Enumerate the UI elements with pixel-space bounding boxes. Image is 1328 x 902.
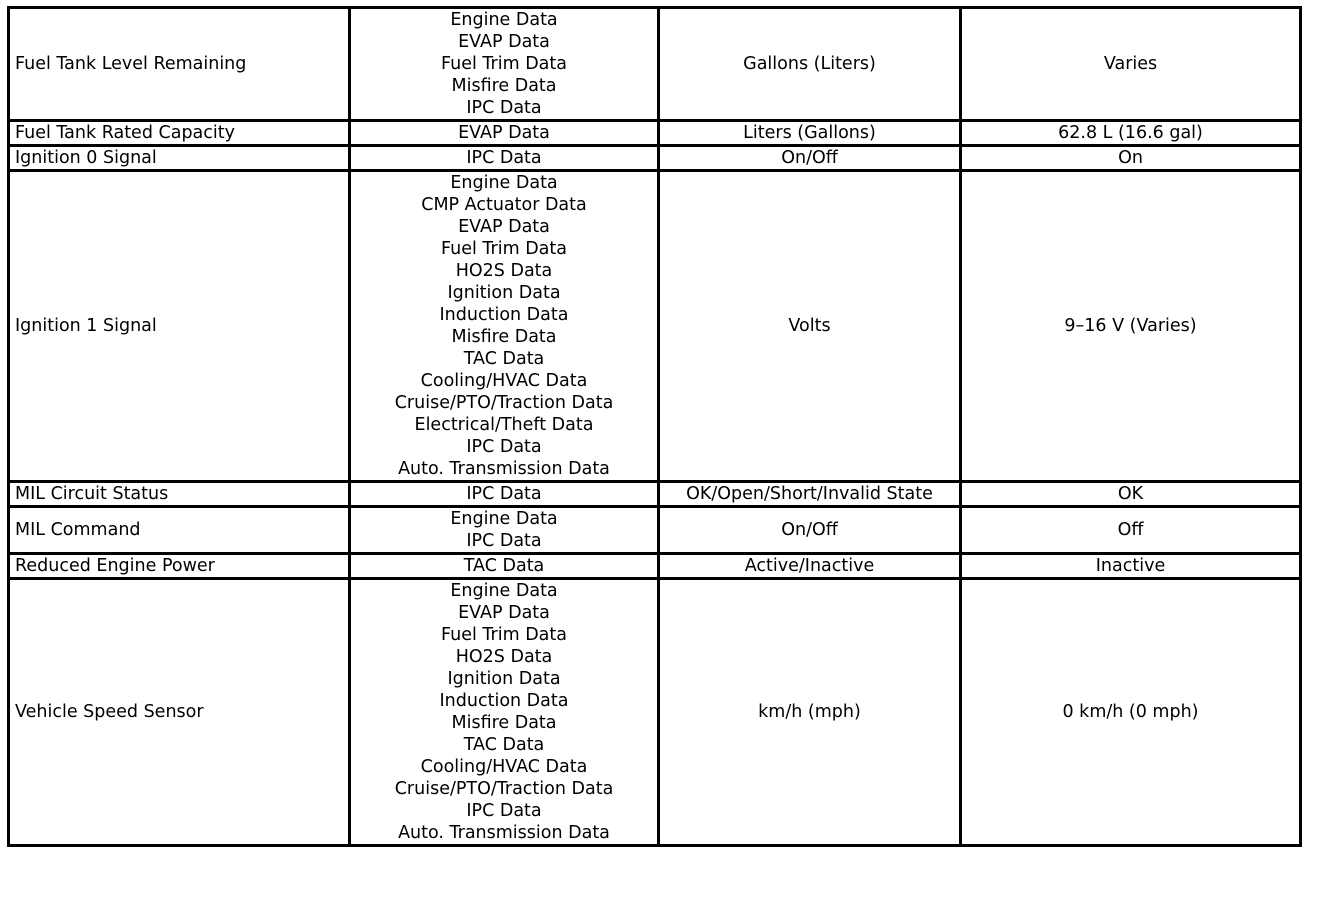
table-row xyxy=(9,507,1301,554)
parameter-cell: Reduced Engine Power xyxy=(9,554,350,579)
data-menu-item: Misfire Data xyxy=(451,713,557,733)
typical-value-cell: 9–16 V (Varies) xyxy=(961,171,1301,482)
data-menu-item: Cruise/PTO/Traction Data xyxy=(394,393,614,413)
data-menu-cell xyxy=(350,579,659,846)
data-menu-cell xyxy=(350,482,659,507)
table-row xyxy=(9,8,1301,121)
data-menu-item: Misfire Data xyxy=(451,76,557,96)
data-menu-item: TAC Data xyxy=(463,349,545,369)
data-menu-cell xyxy=(350,146,659,171)
data-menu-item: IPC Data xyxy=(466,98,542,118)
parameter-cell: Fuel Tank Level Remaining xyxy=(9,8,350,121)
parameter-cell: MIL Circuit Status xyxy=(9,482,350,507)
data-menu-item: Fuel Trim Data xyxy=(441,54,567,74)
data-menu-item: Cooling/HVAC Data xyxy=(420,757,588,777)
data-menu-item: Cooling/HVAC Data xyxy=(420,371,588,391)
typical-value-cell: Varies xyxy=(961,8,1301,121)
units-cell: Liters (Gallons) xyxy=(659,121,961,146)
units-cell: On/Off xyxy=(659,146,961,171)
table-row xyxy=(9,171,1301,482)
data-menu-item: Induction Data xyxy=(439,691,569,711)
units-cell: On/Off xyxy=(659,507,961,554)
data-menu-cell xyxy=(350,554,659,579)
typical-value-cell: On xyxy=(961,146,1301,171)
units-cell: Active/Inactive xyxy=(659,554,961,579)
data-menu-item: IPC Data xyxy=(466,437,542,457)
data-menu-item: Engine Data xyxy=(450,509,558,529)
scan-tool-data-table xyxy=(7,6,1302,847)
data-menu-item: Auto. Transmission Data xyxy=(398,459,610,479)
data-menu-item: HO2S Data xyxy=(455,647,553,667)
data-menu-item: Engine Data xyxy=(450,581,558,601)
table-row xyxy=(9,482,1301,507)
data-menu-item: Misfire Data xyxy=(451,327,557,347)
data-menu-item: Fuel Trim Data xyxy=(441,625,567,645)
data-menu-item: Ignition Data xyxy=(447,283,561,303)
data-menu-item: HO2S Data xyxy=(455,261,553,281)
data-menu-item: IPC Data xyxy=(466,801,542,821)
data-menu-cell xyxy=(350,8,659,121)
typical-value-cell: Off xyxy=(961,507,1301,554)
data-menu-item: TAC Data xyxy=(463,556,545,576)
data-menu-item: Engine Data xyxy=(450,173,558,193)
data-menu-item: EVAP Data xyxy=(458,32,550,52)
table-row xyxy=(9,579,1301,846)
table-row xyxy=(9,146,1301,171)
data-menu-item: IPC Data xyxy=(466,531,542,551)
data-menu-item: Induction Data xyxy=(439,305,569,325)
data-menu-item: EVAP Data xyxy=(458,603,550,623)
parameter-cell: Fuel Tank Rated Capacity xyxy=(9,121,350,146)
table-body xyxy=(9,8,1301,846)
data-menu-item: Auto. Transmission Data xyxy=(398,823,610,843)
data-menu-item: EVAP Data xyxy=(458,217,550,237)
data-menu-item: Cruise/PTO/Traction Data xyxy=(394,779,614,799)
data-menu-item: Ignition Data xyxy=(447,669,561,689)
units-cell: OK/Open/Short/Invalid State xyxy=(659,482,961,507)
data-menu-cell xyxy=(350,121,659,146)
typical-value-cell: 62.8 L (16.6 gal) xyxy=(961,121,1301,146)
data-menu-item: Fuel Trim Data xyxy=(441,239,567,259)
typical-value-cell: OK xyxy=(961,482,1301,507)
units-cell: Volts xyxy=(659,171,961,482)
parameter-cell: MIL Command xyxy=(9,507,350,554)
typical-value-cell: 0 km/h (0 mph) xyxy=(961,579,1301,846)
parameter-cell: Vehicle Speed Sensor xyxy=(9,579,350,846)
data-menu-cell xyxy=(350,171,659,482)
data-menu-item: CMP Actuator Data xyxy=(421,195,587,215)
data-menu-item: IPC Data xyxy=(466,148,542,168)
data-menu-item: IPC Data xyxy=(466,484,542,504)
data-menu-item: TAC Data xyxy=(463,735,545,755)
units-cell: km/h (mph) xyxy=(659,579,961,846)
units-cell: Gallons (Liters) xyxy=(659,8,961,121)
typical-value-cell: Inactive xyxy=(961,554,1301,579)
data-menu-item: Electrical/Theft Data xyxy=(414,415,594,435)
data-menu-item: EVAP Data xyxy=(458,123,550,143)
parameter-cell: Ignition 0 Signal xyxy=(9,146,350,171)
table-row xyxy=(9,554,1301,579)
parameter-cell: Ignition 1 Signal xyxy=(9,171,350,482)
data-menu-item: Engine Data xyxy=(450,10,558,30)
table-row xyxy=(9,121,1301,146)
data-menu-cell xyxy=(350,507,659,554)
